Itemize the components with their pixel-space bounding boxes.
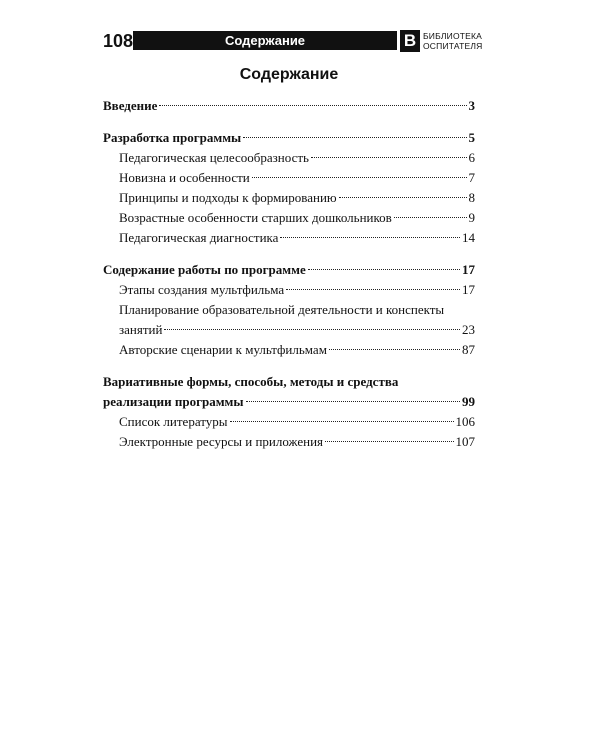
dot-leader [230,421,454,422]
logo-text [423,31,482,51]
toc-entry-last-line [103,392,475,412]
toc-entry-label: Возрастные особенности старших дошкольников [119,210,392,225]
toc-entry-label: Новизна и особенности [119,170,250,185]
toc-entry[interactable] [103,228,475,248]
toc-entry[interactable] [103,148,475,168]
page-number: 108 [103,31,134,51]
toc-entry[interactable] [103,168,475,188]
toc-entry-label: Авторские сценарии к мультфильмам [119,342,327,357]
toc-entry-page: 8 [468,190,475,205]
toc-entry[interactable] [103,96,475,116]
dot-leader [286,289,460,290]
toc-entry-label-line-1: Планирование образовательной деятельности и конспекты [119,302,445,317]
toc-entry-label: Введение [103,98,158,113]
toc-entry-label: Принципы и подходы к формированию [119,190,337,205]
toc-entry-page: 7 [468,170,475,185]
toc-entry[interactable] [103,432,475,452]
toc-entry-label: Разработка программы [103,130,242,145]
dot-leader [325,441,453,442]
dot-leader [246,401,460,402]
toc-entry-multiline[interactable] [103,300,475,340]
dot-leader [164,329,460,330]
toc-entry-page: 3 [468,98,475,113]
toc-entry-multiline[interactable] [103,372,475,412]
logo-mark: В [400,30,420,52]
toc-entry[interactable] [103,260,475,280]
dot-leader [159,105,466,106]
logo-line-1: БИБЛИОТЕКА [423,31,483,41]
toc-entry-label: Список литературы [119,414,228,429]
toc-section-forms [103,372,475,452]
toc-entry-label: Педагогическая целесообразность [119,150,309,165]
toc-entry[interactable] [103,412,475,432]
dot-leader [311,157,467,158]
toc-entry-label: Электронные ресурсы и приложения [119,434,324,449]
toc-entry[interactable] [103,208,475,228]
dot-leader [329,349,460,350]
toc-entry-label-line-1: Вариативные формы, способы, методы и средства [103,374,399,389]
toc-entry-page: 17 [462,262,475,277]
toc-entry-page: 99 [462,394,475,409]
toc-entry-label-line-2: занятий [119,322,163,337]
toc-entry[interactable] [103,128,475,148]
toc-entry-label-line-2: реализации программы [103,394,244,409]
toc-section-program-content [103,260,475,360]
toc-entry-page: 17 [462,282,475,297]
running-title: Содержание [133,31,397,50]
toc-entry-page: 14 [462,230,475,245]
toc-entry-label: Этапы создания мультфильма [119,282,285,297]
toc-entry-last-line [119,320,475,340]
dot-leader [339,197,467,198]
dot-leader [243,137,466,138]
dot-leader [280,237,460,238]
dot-leader [252,177,467,178]
toc-entry[interactable] [103,280,475,300]
dot-leader [308,269,460,270]
toc-entry-page: 106 [455,414,475,429]
toc-entry[interactable] [103,188,475,208]
toc-entry-page: 87 [462,342,475,357]
toc-entry-label: Педагогическая диагностика [119,230,279,245]
toc-entry-page: 9 [468,210,475,225]
toc-section-development [103,128,475,248]
dot-leader [394,217,467,218]
toc-entry-page: 6 [468,150,475,165]
table-of-contents [103,96,475,464]
toc-entry[interactable] [103,340,475,360]
page-header [103,30,483,52]
page-title: Содержание [239,66,339,83]
series-logo [400,30,483,52]
toc-entry-label: Содержание работы по программе [103,262,306,277]
toc-entry-page: 5 [468,130,475,145]
toc-section-intro [103,96,475,116]
toc-entry-page: 23 [462,322,475,337]
logo-line-2: ОСПИТАТЕЛЯ [423,41,483,51]
toc-entry-page: 107 [455,434,475,449]
